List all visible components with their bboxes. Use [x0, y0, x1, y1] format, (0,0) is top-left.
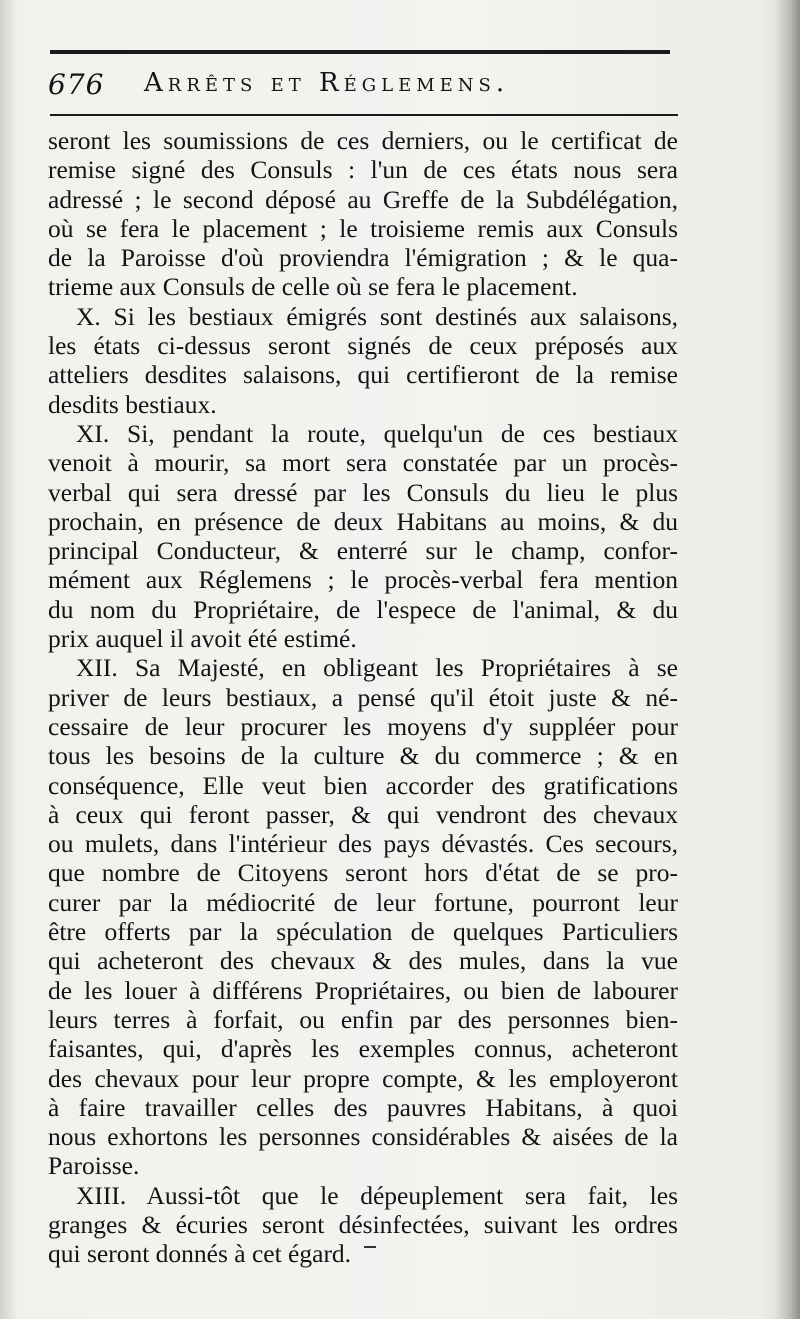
text-line: ou mulets, dans l'intérieur des pays dévastés. Ces secours,: [48, 829, 678, 859]
text-line: principal Conducteur, & enterré sur le champ, confor-: [48, 536, 678, 566]
page-header: [48, 62, 678, 106]
article-xiii-start: XIII. Aussi-tôt que le dépeuplement sera fait, les: [76, 1180, 678, 1210]
text-line: priver de leurs bestiaux, a pensé qu'il étoit juste & né-: [48, 682, 678, 712]
header-rule-top: [50, 50, 670, 54]
text-line: trieme aux Consuls de celle où se fera le placement.: [48, 272, 578, 302]
page-number: 676: [48, 68, 105, 101]
text-line: que nombre de Citoyens seront hors d'état de se pro-: [48, 858, 678, 888]
text-line: atteliers desdites salaisons, qui certifieront de la remise: [48, 360, 678, 390]
text-line: nous exhortons les personnes considérables & aisées de la: [48, 1122, 678, 1152]
body-text: [48, 126, 678, 1269]
text-line: desdits bestiaux.: [48, 389, 217, 419]
article-xi-start: XI. Si, pendant la route, quelqu'un de ces bestiaux: [76, 418, 678, 448]
text-line: à ceux qui feront passer, & qui vendront des chevaux: [48, 799, 678, 829]
text-line: de les louer à différens Propriétaires, ou bien de labourer: [48, 975, 678, 1005]
text-line: verbal qui sera dressé par les Consuls du lieu le plus: [48, 477, 678, 507]
text-line: prix auquel il avoit été estimé.: [48, 624, 357, 654]
text-line: Paroisse.: [48, 1151, 140, 1181]
text-line: être offerts par la spéculation de quelques Particuliers: [48, 917, 678, 947]
text-line: remise signé des Consuls : l'un de ces états nous sera: [48, 155, 678, 185]
article-xii-start: XII. Sa Majesté, en obligeant les Propriétaires à se: [76, 653, 678, 683]
text-line: qui seront donnés à cet égard.: [48, 1239, 352, 1269]
text-line: seront les soumissions de ces derniers, ou le certificat de: [48, 126, 678, 155]
text-line: de la Paroisse d'où proviendra l'émigration ; & le qua-: [48, 243, 678, 273]
text-line: à faire travailler celles des pauvres Habitans, à quoi: [48, 1092, 678, 1122]
text-line: les états ci-dessus seront signés de ceux préposés aux: [48, 331, 678, 361]
text-line: des chevaux pour leur propre compte, & les employeront: [48, 1063, 678, 1093]
text-line: leurs terres à forfait, ou enfin par des personnes bien-: [48, 1004, 678, 1034]
text-line: tous les besoins de la culture & du commerce ; & en: [48, 741, 678, 771]
text-line: granges & écuries seront désinfectées, suivant les ordres: [48, 1209, 678, 1239]
footer-dash: [364, 1246, 376, 1248]
text-line: du nom du Propriétaire, de l'espece de l'animal, & du: [48, 594, 678, 624]
text-line: venoit à mourir, sa mort sera constatée par un procès-: [48, 448, 678, 478]
text-line: cessaire de leur procurer les moyens d'y suppléer pour: [48, 711, 678, 741]
text-line: conséquence, Elle veut bien accorder des gratifications: [48, 770, 678, 800]
page-gutter-shadow: [774, 0, 800, 1319]
header-rule-bottom: [50, 114, 678, 116]
text-line: qui acheteront des chevaux & des mules, dans la vue: [48, 946, 678, 976]
text-line: adressé ; le second déposé au Greffe de la Subdélégation,: [48, 184, 678, 214]
text-line: mément aux Réglemens ; le procès-verbal fera mention: [48, 565, 678, 595]
text-line: curer par la médiocrité de leur fortune, pourront leur: [48, 887, 678, 917]
text-line: faisantes, qui, d'après les exemples connus, acheteront: [48, 1034, 678, 1064]
text-line: prochain, en présence de deux Habitans au moins, & du: [48, 506, 678, 536]
article-x-start: X. Si les bestiaux émigrés sont destinés aux salaisons,: [76, 301, 678, 331]
text-line: où se fera le placement ; le troisieme remis aux Consuls: [48, 213, 678, 243]
running-title: Arrêts et Réglemens.: [144, 68, 510, 98]
